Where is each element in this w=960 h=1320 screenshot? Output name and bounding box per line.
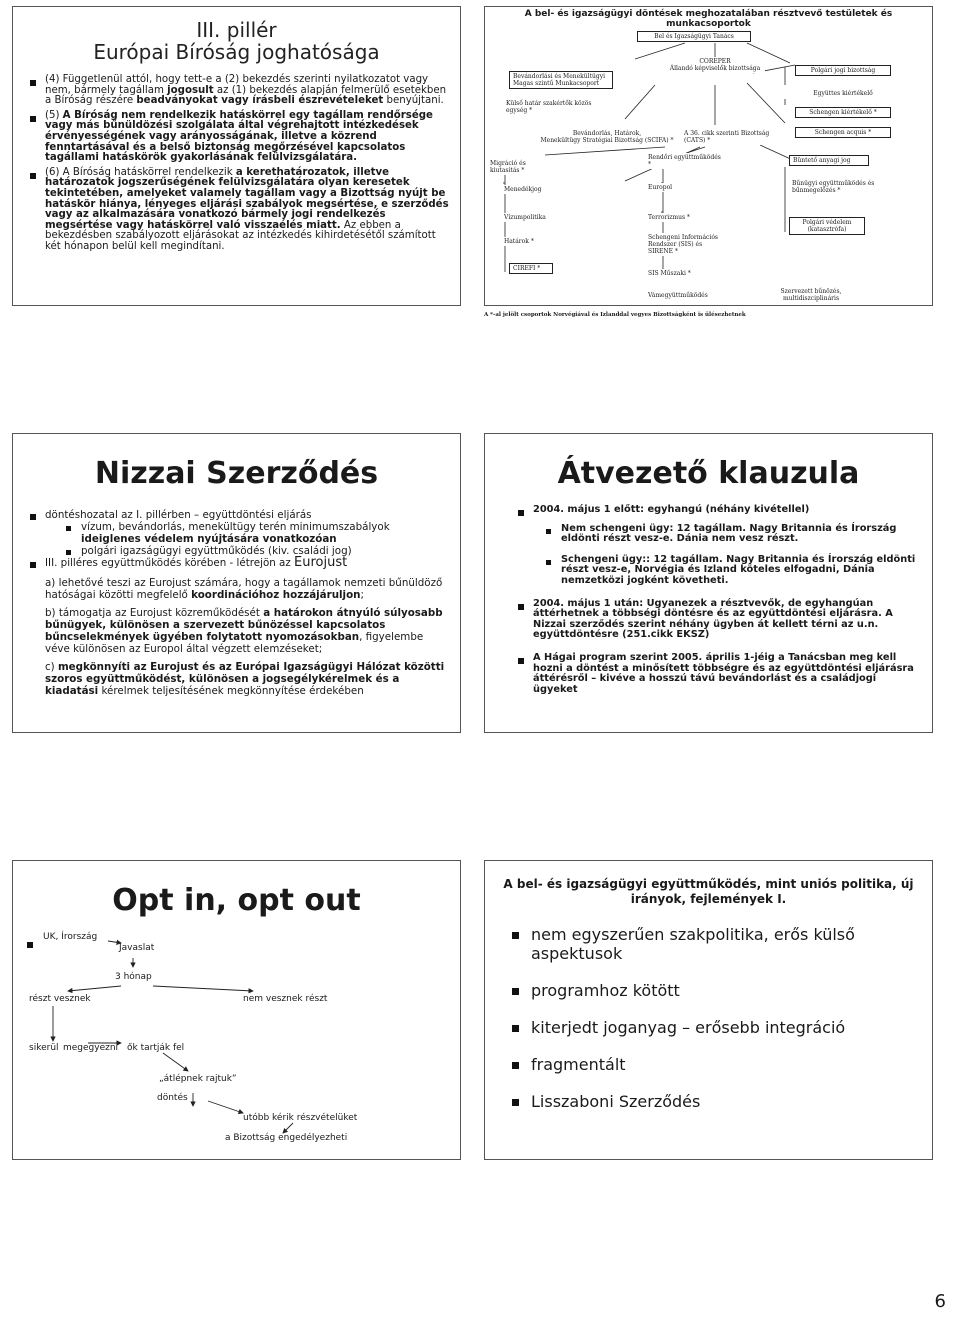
list-item: vízum, bevándorlás, menekültügy terén minimumszabályok ideiglenes védelem nyújtására vonatkozóan bbox=[63, 521, 450, 545]
customs-box: Vámegyüttműködés bbox=[645, 291, 735, 300]
schengen-acquis-box: Schengen acquis * bbox=[795, 127, 891, 138]
proposal-label: Javaslat bbox=[119, 943, 155, 953]
cirefi-box: CIREFI * bbox=[509, 263, 553, 274]
migration-box: Migráció és kiutasítás * bbox=[487, 159, 559, 175]
sub-list bbox=[543, 524, 916, 587]
bullet-list bbox=[515, 505, 916, 695]
frontiers-box: Határok * bbox=[501, 237, 561, 246]
coreper-box: COREPER Állandó képviselők bizottsága bbox=[665, 57, 765, 73]
list-item: fragmentált bbox=[509, 1055, 922, 1074]
list-item: (4) Függetlenül attól, hogy tett-e a (2) bekezdés szerinti nyilatkozatot vagy nem, bármely tagállam jogosult az (1) bekezdés alapján felmerülő esetekben a Bíróság részére beadványokat vagy írásbeli észrevételeket benyújtani. bbox=[27, 75, 450, 107]
participate-label: részt vesznek bbox=[29, 994, 91, 1004]
slide-org-chart bbox=[484, 6, 933, 306]
slide-nice-treaty bbox=[12, 433, 461, 733]
criminal-coop-box: Bűnügyi együttműködés és bűnmegelőzés * bbox=[789, 179, 885, 195]
europol-box: Europol bbox=[645, 183, 705, 192]
list-item: 2004. május 1 után: Ugyanezek a résztvevők, de egyhangúan áttérhetnek a többségi döntésre és az együttdöntési eljárásra. A Nizzai szerződés szerint néhány ügyben át kellett térni az u.n. együttdöntésre (251.cikk EKSZ) bbox=[515, 599, 916, 641]
uk-ireland-label: UK, Írország bbox=[43, 932, 98, 942]
bullet-marker bbox=[27, 933, 33, 952]
slide-title: Opt in, opt out bbox=[112, 883, 361, 918]
evaluator-box: Együttes kiértékelő bbox=[795, 89, 891, 98]
slide-title: III. pillér Európai Bíróság joghatósága bbox=[93, 18, 380, 64]
scifa-box: Bevándorlás, Határok, Menekültügy Stratégiai Bizottság (SCIFA) * bbox=[537, 129, 677, 145]
page-number: 6 bbox=[934, 1291, 946, 1312]
later-request-label: utóbb kérik részvételüket bbox=[243, 1113, 358, 1123]
three-months-label: 3 hónap bbox=[115, 972, 152, 982]
slide-title: Átvezető klauzula bbox=[557, 456, 860, 491]
they-block-label: ők tartják fel bbox=[127, 1043, 185, 1053]
list-item: A Hágai program szerint 2005. április 1-jéig a Tanácsban meg kell hozni a döntést a minősített többségre és az együttdöntési eljárásra áttérésről – kivéve a hosszú távú bevándorlást és a családjogi ügyeket bbox=[515, 653, 916, 695]
list-item: döntéshozatal az I. pillérben – együttdöntési eljárás vízum, bevándorlás, menekültügy terén minimumszabályok ideiglenes védelem nyújtására vonatkozóan polgári igazságügyi együttműködés (kiv. családi jog) bbox=[27, 509, 450, 557]
bullet-list bbox=[509, 925, 922, 1111]
schengen-evaluator-box: Schengen kiértékelő * bbox=[795, 107, 891, 118]
police-box: Rendőri együttműködés * bbox=[645, 153, 745, 169]
slide-jha-policy bbox=[484, 860, 933, 1160]
list-item: kiterjedt joganyag – erősebb integráció bbox=[509, 1018, 922, 1037]
eurojust-tasks: a) lehetővé teszi az Eurojust számára, hogy a tagállamok nemzeti bűnüldöző hatóságai közötti megfelelő koordinációhoz hozzájáruljon; b) támogatja az Eurojust közreműködését a határokon átnyúló súlyosabb bűnügyek, különösen a szervezett bűnözéssel kapcsolatos bűncselekmények ügyében folytatott nyomozásokban, figyelembe véve különösen az Europol által végzett elemzéseket; c) megkönnyíti az Eurojust és az Európai Igazságügyi Hálózat közötti szoros együttműködést, különösen a jogsegélykérelmek és a kiadatási kérelmek teljesítésének megkönnyítése érdekében bbox=[45, 577, 445, 697]
list-item: Schengeni ügy:: 12 tagállam. Nagy Britannia és Írország eldönti részt vesz-e, Norvégia és Izland köteles elfogadni, Dánia nemzetközi jogként követheti. bbox=[543, 555, 916, 587]
bullet-list bbox=[27, 509, 450, 569]
sis-technical-box: SIS Műszaki * bbox=[645, 269, 717, 278]
flow-arrows bbox=[13, 861, 461, 1160]
step-over-label: „átlépnek rajtuk” bbox=[159, 1074, 237, 1084]
chart-footnote: A *-al jelölt csoportok Norvégiával és Izlanddal vegyes Bizottságként is ülésezhetnek bbox=[484, 312, 746, 318]
list-item: (6) A Bíróság hatáskörrel rendelkezik a kerethatározatok, illetve határozatok jogszerűségének felülvizsgálatára olyan keresetek tekintetében, amelyeket valamely tagállam vagy a Bizottság nyújt be hatáskör hiánya, lényeges eljárási szabályok megsértése, e szerződés vagy az alkalmazására vonatkozó bármely jogi rendelkezés megsértése vagy hatáskörrel való visszaélés miatt. Az ebben a bekezdésben szabályozott eljárásokat az intézkedés kihirdetésétől számított két hónapon belül kell megindítani. bbox=[27, 168, 450, 253]
list-item: Nem schengeni ügy: 12 tagállam. Nagy Britannia és Írország eldönti részt vesz-e. Dánia nem vesz részt. bbox=[543, 524, 916, 545]
hlwg-box: Bevándorlási és Menekültügyi Magas szintű Munkacsoport bbox=[509, 71, 613, 89]
slide-opt-in-opt-out bbox=[12, 860, 461, 1160]
criminal-substantive-box: Büntető anyagi jog bbox=[789, 155, 869, 166]
list-item: nem egyszerűen szakpolitika, erős külső aspektusok bbox=[509, 925, 922, 963]
list-item: 2004. május 1 előtt: egyhangú (néhány kivétellel) Nem schengeni ügy: 12 tagállam. Nagy Britannia és Írország eldönti részt vesz-e. Dánia nem vesz részt. Schengeni ügy:: 12 tagállam. Nagy Britannia és Írország eldönti részt vesz-e, Norvégia és Izland köteles elfogadni, Dánia nemzetközi jogként követheti. bbox=[515, 505, 916, 587]
bullet-list bbox=[27, 75, 450, 253]
commission-approval-label: a Bizottság engedélyezheti bbox=[225, 1133, 348, 1143]
civil-law-box: Polgári jogi bizottság bbox=[795, 65, 891, 76]
slide-title: A bel- és igazságügyi együttműködés, mint uniós politika, új irányok, fejlemények I. bbox=[503, 877, 914, 906]
decision-label: döntés bbox=[157, 1093, 188, 1103]
slide-bridging-clause bbox=[484, 433, 933, 733]
agree-label: megegyezni bbox=[63, 1043, 119, 1053]
slide-third-pillar bbox=[12, 6, 461, 306]
organised-crime-box: Szervezett bűnözés, multidiszciplináris bbox=[769, 287, 853, 303]
terror-box: Terrorizmus * bbox=[645, 213, 715, 222]
list-item: Lisszaboni Szerződés bbox=[509, 1092, 922, 1111]
chart-header: A bel- és igazságügyi döntések meghozatalában résztvevő testületek és munkacsoportok bbox=[524, 9, 893, 29]
borders-box: Külső határ szakértők közös egység * bbox=[503, 99, 613, 115]
not-participate-label: nem vesznek részt bbox=[243, 994, 328, 1004]
asylum-box: Menedékjog bbox=[501, 185, 561, 194]
success-label: sikerül bbox=[29, 1043, 59, 1053]
slide-title: Nizzai Szerződés bbox=[94, 456, 379, 491]
sis-box: Schengeni Információs Rendszer (SIS) és SIRENE * bbox=[645, 233, 731, 256]
visa-box: Vízumpolitika bbox=[501, 213, 561, 222]
council-box: Bel és Igazságügyi Tanács bbox=[637, 31, 751, 42]
civil-protection-box: Polgári védelem (katasztrófa) bbox=[789, 217, 865, 235]
list-item: III. pilléres együttműködés körében - létrejön az Eurojust bbox=[27, 557, 450, 569]
list-item: polgári igazságügyi együttműködés (kiv. családi jog) bbox=[63, 545, 450, 557]
list-item: (5) A Bíróság nem rendelkezik hatáskörrel egy tagállam rendőrsége vagy más bűnüldözési szolgálata által végrehajtott intézkedések érvényességének vagy arányosságának, illetve a közrend fenntartásával és a belső biztonság megőrzésével kapcsolatos tagállami hatáskörök gyakorlásának felülvizsgálatára. bbox=[27, 111, 450, 164]
list-item: programhoz kötött bbox=[509, 981, 922, 1000]
sub-list bbox=[63, 521, 450, 557]
cats-box: A 36. cikk szerinti Bizottság (CATS) * bbox=[681, 129, 773, 145]
